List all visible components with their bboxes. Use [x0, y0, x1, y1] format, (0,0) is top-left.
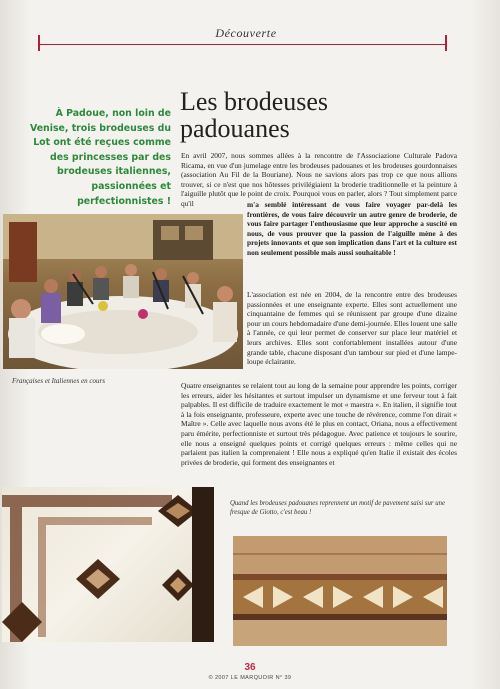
page-number: 36 [244, 662, 256, 673]
photo-embroidered-cloth-art [2, 487, 214, 642]
header-rule [40, 44, 446, 45]
page-footer-credit: © 2007 LE MARQUOIR N° 39 [208, 675, 292, 681]
article-paragraph-1: En avril 2007, nous sommes allées à la rencontre de l'Associazione Culturale Padova Ricama, en vue d'un jumelage entre les brodeuses padouanes et les brodeuses gourdonnaises (association Au Fil de la Bouriane). Nous ne savions alors pas trop ce que nous allions trouver, si ce n'est que nos hôtesses privilégiaient la broderie traditionnelle et la peinture à l'aiguille plutôt que le point de croix. Pourquoi vous en parler, alors ? Tout simplement parce qu'il [181, 151, 457, 208]
pull-quote: À Padoue, non loin de Venise, trois brodeuses du Lot ont été reçues comme des princesses par des brodeuses italiennes, passionnées et perfectionnistes ! [29, 108, 171, 207]
photo-caption-class: Françaises et Italiennes en cours [12, 377, 105, 385]
photo-embroidery-class [3, 214, 243, 369]
article-paragraph-4: Quatre enseignantes se relaient tout au long de la semaine pour apprendre les points, corriger les erreurs, aider les hésitantes et surtout impulser un dynamisme et une ferveur tout à fait palpables. Il est difficile de traduire exactement le mot « maestra ». En italien, il signifie tout à la fois enseignante, professeure, experte avec une touche de révérence, comme l'on dirait « Maître ». Celle avec laquelle nous avons été le plus en contact, Oriana, nous a effectivement paru émérite, perfectionniste et surtout très pédagogue. Avec patience et toujours le sourire, elle nous a enseigné quelques points et corrigé quelques erreurs : même celles qui ne parlaient pas italien la comprenaient ! Elle nous a expliqué qu'en Italie il existait des écoles privées de broderie, qui forment des enseignantes et [181, 381, 457, 467]
article-paragraph-3: L'association est née en 2004, de la rencontre entre des brodeuses passionnées et une enseignante experte. Elles sont actuellement une cinquantaine de femmes qui se réunissent par groupe d'une dizaine pour un cours hebdomadaire d'une demi-journée. Elles louent une salle à l'année, ce qui leur permet de conserver sur place leur matériel et leurs archives. Elles sont confortablement installées autour d'une grande table, chacune disposant d'un tambour sur pied et d'une lampe-loupe éclairante. [247, 290, 457, 367]
photo-giotto-pattern-art [233, 536, 447, 646]
article-title-line-2: padouanes [180, 114, 290, 143]
photo-embroidered-cloth [2, 487, 214, 642]
article-title-line-1: Les brodeuses [180, 87, 329, 116]
article-paragraph-2: m'a semblé intéressant de vous faire voyager par-delà les frontières, de vous faire découvrir un autre genre de broderie, de vous faire partager l'enthousiasme que leur approche a suscité en nous, de vous prouver que la passion de l'aiguille mène à des projets innovants et que son implication dans l'art et la culture est non seulement possible mais aussi souhaitable ! [247, 200, 457, 257]
section-rubric: Découverte [196, 26, 296, 41]
photo-caption-giotto: Quand les brodeuses padouanes reprennent un motif de pavement saisi sur une fresque de Giotto, c'est beau ! [230, 500, 446, 516]
header-rule-tick-left [38, 35, 40, 51]
header-rule-tick-right [445, 35, 447, 51]
article-title [180, 88, 400, 142]
photo-giotto-pattern [233, 536, 447, 646]
photo-embroidery-class-art [3, 214, 243, 369]
